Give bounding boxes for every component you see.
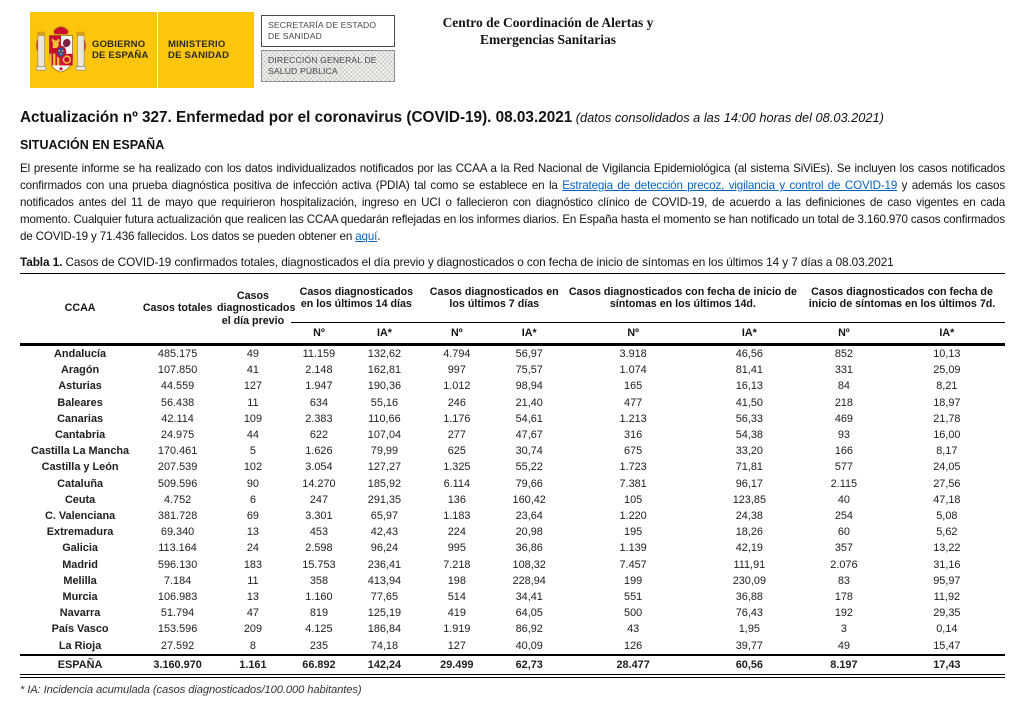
cell-value: 6.114 xyxy=(443,477,471,490)
cell-value: 41,50 xyxy=(735,396,763,409)
cell-value: 198 xyxy=(447,574,466,587)
cell-value: 3.054 xyxy=(305,461,333,474)
cell-value: 551 xyxy=(624,591,643,604)
cell-value: 596.130 xyxy=(157,558,198,571)
cell-value: 123,85 xyxy=(732,493,766,506)
ccaa-name: ESPAÑA xyxy=(20,655,140,676)
cell-value: 254 xyxy=(834,510,853,523)
cell-value: 246 xyxy=(447,396,466,409)
cell-value: 1.161 xyxy=(215,655,291,676)
table-row xyxy=(20,605,1005,621)
cell-value: 95,97 xyxy=(933,574,961,587)
cell-value: 13,22 xyxy=(933,542,961,555)
table-caption-label: Tabla 1. xyxy=(20,255,63,269)
cell-value: 228,94 xyxy=(512,574,546,587)
col-group-7dias: Casos diagnosticados en los últimos 7 días xyxy=(422,274,567,323)
secretaria-estado-box: SECRETARÍA DE ESTADO DE SANIDAD xyxy=(261,15,395,47)
cell-value: 49 xyxy=(246,348,259,360)
cell-value: 195 xyxy=(624,526,643,539)
cell-value: 8.197 xyxy=(799,655,889,676)
cell-value: 18,97 xyxy=(933,396,961,409)
cell-value: 331 xyxy=(834,364,853,377)
cell-value: 8,17 xyxy=(936,445,958,458)
cell-value: 15,47 xyxy=(933,639,961,652)
cell-value: 995 xyxy=(447,542,466,555)
cell-value: 1.919 xyxy=(443,623,471,636)
cell-value: 509.596 xyxy=(157,477,198,490)
cell-value: 236,41 xyxy=(367,558,402,571)
cell-value: 1.012 xyxy=(443,380,471,393)
col-header-casos-totales: Casos totales xyxy=(140,274,215,345)
cell-value: 34,41 xyxy=(515,591,543,604)
cell-value: 132,62 xyxy=(367,348,402,360)
cell-value: 358 xyxy=(309,574,329,587)
cell-value: 622 xyxy=(309,429,329,442)
department-boxes xyxy=(261,15,395,82)
cell-value: 7.381 xyxy=(619,477,647,490)
cell-value: 1.947 xyxy=(305,380,333,393)
cell-value: 47,18 xyxy=(933,493,961,506)
cell-value: 577 xyxy=(834,461,853,474)
cell-value: 44 xyxy=(246,429,259,442)
cell-value: 44.559 xyxy=(160,380,195,393)
cell-value: 23,64 xyxy=(515,510,543,523)
subcol-ia-sint7: IA* xyxy=(889,323,1005,345)
cell-value: 8 xyxy=(249,639,256,652)
cell-value: 42,43 xyxy=(370,526,399,539)
cell-value: 21,40 xyxy=(515,396,543,409)
page-title-main: Actualización nº 327. Enfermedad por el coronavirus (COVID-19). 08.03.2021 xyxy=(20,109,573,126)
cell-value: 2.148 xyxy=(305,364,333,377)
cell-value: 1.220 xyxy=(619,510,647,523)
cell-value: 51.794 xyxy=(160,607,195,620)
section-heading: SITUACIÓN EN ESPAÑA xyxy=(20,138,165,152)
ccaa-name: La Rioja xyxy=(58,639,102,652)
cell-value: 166 xyxy=(834,445,853,458)
ccaa-name: Baleares xyxy=(57,396,103,409)
cell-value: 60,56 xyxy=(700,655,799,676)
cell-value: 4.794 xyxy=(443,348,471,360)
cell-value: 21,78 xyxy=(933,412,961,425)
cell-value: 69 xyxy=(246,510,259,523)
cell-value: 2.383 xyxy=(305,412,333,425)
cell-value: 675 xyxy=(624,445,643,458)
cell-value: 33,20 xyxy=(735,445,763,458)
cell-value: 66.892 xyxy=(291,655,347,676)
cell-value: 419 xyxy=(447,607,466,620)
ccaa-name: Cantabria xyxy=(54,429,106,442)
cell-value: 56,33 xyxy=(735,412,763,425)
col-header-dia-previo: Casos diagnosticados el día previo xyxy=(215,274,291,345)
ccaa-name: Andalucía xyxy=(54,348,107,360)
cell-value: 107.850 xyxy=(157,364,198,377)
table-row xyxy=(20,476,1005,492)
cell-value: 469 xyxy=(834,412,853,425)
cell-value: 277 xyxy=(447,429,466,442)
gobierno-espana-logo xyxy=(30,12,254,88)
cell-value: 56.438 xyxy=(160,396,195,409)
cell-value: 634 xyxy=(309,396,329,409)
cell-value: 43 xyxy=(627,623,640,636)
cell-value: 3.160.970 xyxy=(140,655,215,676)
cell-value: 316 xyxy=(624,429,643,442)
cell-value: 199 xyxy=(624,574,643,587)
table-row xyxy=(20,395,1005,411)
cell-value: 453 xyxy=(309,526,329,539)
table-caption xyxy=(20,255,1005,269)
cell-value: 625 xyxy=(447,445,466,458)
cell-value: 113.164 xyxy=(158,542,197,555)
cell-value: 90 xyxy=(246,477,259,490)
table-row xyxy=(20,459,1005,475)
table-row xyxy=(20,411,1005,427)
cell-value: 15.753 xyxy=(302,558,336,571)
table-row xyxy=(20,427,1005,443)
ccaa-name: Galicia xyxy=(62,542,98,555)
cell-value: 69.340 xyxy=(160,526,195,539)
cell-value: 84 xyxy=(837,380,850,393)
ccaa-name: Ceuta xyxy=(64,493,96,506)
cell-value: 96,24 xyxy=(370,542,399,555)
direccion-general-box: DIRECCIÓN GENERAL DE SALUD PÚBLICA xyxy=(261,50,395,82)
cell-value: 485.175 xyxy=(157,348,198,360)
cell-value: 178 xyxy=(834,591,853,604)
cell-value: 413,94 xyxy=(367,574,402,587)
aqui-link[interactable]: aquí xyxy=(355,230,378,243)
cell-value: 65,97 xyxy=(370,510,399,523)
cell-value: 153.596 xyxy=(157,623,198,636)
cell-value: 11 xyxy=(247,396,259,409)
subcol-ia-14d: IA* xyxy=(347,323,422,345)
cell-value: 28.477 xyxy=(567,655,700,676)
cell-value: 1.160 xyxy=(305,591,333,604)
subcol-n-sint7: Nº xyxy=(799,323,889,345)
cell-value: 13 xyxy=(246,526,259,539)
subcol-ia-sint14: IA* xyxy=(700,323,799,345)
cell-value: 3.918 xyxy=(619,348,647,360)
cell-value: 81,41 xyxy=(735,364,763,377)
cell-value: 42.114 xyxy=(161,412,194,425)
spain-coat-of-arms-icon xyxy=(30,21,92,79)
cell-value: 190,36 xyxy=(367,380,402,393)
table-row xyxy=(20,345,1005,363)
table-row xyxy=(20,621,1005,637)
cell-value: 74,18 xyxy=(370,639,399,652)
cell-value: 96,17 xyxy=(735,477,763,490)
cell-value: 62,73 xyxy=(492,655,567,676)
col-group-14dias: Casos diagnosticados en los últimos 14 días xyxy=(291,274,422,323)
cell-value: 54,61 xyxy=(515,412,543,425)
cell-value: 77,65 xyxy=(370,591,399,604)
ccaa-name: Asturias xyxy=(58,380,102,393)
ccaa-name: Murcia xyxy=(62,591,98,604)
cell-value: 3 xyxy=(840,623,847,636)
cell-value: 852 xyxy=(834,348,853,360)
subcol-n-14d: Nº xyxy=(291,323,347,345)
cell-value: 5,62 xyxy=(936,526,958,539)
cell-value: 71,81 xyxy=(735,461,763,474)
cell-value: 20,98 xyxy=(515,526,543,539)
gobierno-label: GOBIERNO DE ESPAÑA xyxy=(92,39,149,61)
cell-value: 3.301 xyxy=(305,510,333,523)
cell-value: 16,00 xyxy=(933,429,961,442)
cell-value: 83 xyxy=(837,574,850,587)
cell-value: 1.183 xyxy=(443,510,471,523)
cell-value: 106.983 xyxy=(157,591,198,604)
cell-value: 40 xyxy=(837,493,850,506)
cell-value: 55,22 xyxy=(515,461,543,474)
cell-value: 79,66 xyxy=(515,477,543,490)
cell-value: 136 xyxy=(447,493,466,506)
cell-value: 126 xyxy=(624,639,643,652)
cell-value: 7.218 xyxy=(443,558,471,571)
cell-value: 819 xyxy=(309,607,329,620)
cell-value: 40,09 xyxy=(515,639,543,652)
cell-value: 29.499 xyxy=(422,655,492,676)
cell-value: 125,19 xyxy=(367,607,402,620)
table-row xyxy=(20,540,1005,556)
cell-value: 75,57 xyxy=(515,364,543,377)
cell-value: 7.184 xyxy=(163,574,192,587)
table-row xyxy=(20,508,1005,524)
cell-value: 36,86 xyxy=(515,542,543,555)
cell-value: 102 xyxy=(243,461,263,474)
cell-value: 56,97 xyxy=(515,348,543,360)
cell-value: 11 xyxy=(247,574,259,587)
table-body xyxy=(20,345,1005,677)
table-footnote: * IA: Incidencia acumulada (casos diagnosticados/100.000 habitantes) xyxy=(20,684,362,697)
col-header-ccaa: CCAA xyxy=(20,274,140,345)
cell-value: 2.076 xyxy=(830,558,858,571)
cell-value: 127 xyxy=(243,380,263,393)
ccaa-name: Castilla La Mancha xyxy=(31,445,130,458)
cell-value: 108,32 xyxy=(512,558,546,571)
cell-value: 5,08 xyxy=(936,510,958,523)
cell-value: 186,84 xyxy=(367,623,402,636)
cell-value: 192 xyxy=(834,607,853,620)
cell-value: 64,05 xyxy=(515,607,543,620)
cell-value: 27.592 xyxy=(160,639,195,652)
cell-value: 105 xyxy=(624,493,643,506)
cell-value: 25,09 xyxy=(933,364,961,377)
cell-value: 93 xyxy=(837,429,850,442)
cell-value: 79,99 xyxy=(370,445,399,458)
cell-value: 1.325 xyxy=(443,461,471,474)
cell-value: 47,67 xyxy=(515,429,543,442)
cell-value: 1.626 xyxy=(305,445,333,458)
ccaa-name: Melilla xyxy=(63,574,97,587)
cell-value: 47 xyxy=(246,607,259,620)
cell-value: 235 xyxy=(309,639,329,652)
table-row xyxy=(20,362,1005,378)
cell-value: 54,38 xyxy=(735,429,763,442)
spain-coat-of-arms-icon xyxy=(34,21,88,79)
ccaa-name: País Vasco xyxy=(51,623,109,636)
cell-value: 111,91 xyxy=(733,558,766,571)
table-row xyxy=(20,378,1005,394)
cell-value: 207.539 xyxy=(157,461,198,474)
cell-value: 142,24 xyxy=(347,655,422,676)
table-caption-text: Casos de COVID-19 confirmados totales, diagnosticados el día previo y diagnosticados o con fecha de inicio de síntomas en los últimos 14 y 7 días a 08.03.2021 xyxy=(62,255,894,269)
estrategia-link[interactable]: Estrategia de detección precoz, vigilancia y control de COVID-19 xyxy=(562,179,898,192)
table-row xyxy=(20,638,1005,655)
cell-value: 107,04 xyxy=(367,429,402,442)
cell-value: 2.115 xyxy=(830,477,858,490)
cell-value: 14.270 xyxy=(302,477,336,490)
cell-value: 185,92 xyxy=(367,477,402,490)
cell-value: 4.125 xyxy=(305,623,333,636)
cell-value: 24 xyxy=(246,542,259,555)
col-group-sintomas-7d: Casos diagnosticados con fecha de inicio de síntomas en los últimos 7d. xyxy=(799,274,1005,323)
table-row xyxy=(20,443,1005,459)
cell-value: 4.752 xyxy=(163,493,192,506)
table-header xyxy=(20,274,1005,345)
table-row xyxy=(20,524,1005,540)
cell-value: 0,14 xyxy=(936,623,958,636)
cell-value: 110,66 xyxy=(368,412,401,425)
cell-value: 8,21 xyxy=(936,380,958,393)
cell-value: 357 xyxy=(834,542,853,555)
cell-value: 30,74 xyxy=(515,445,543,458)
cell-value: 291,35 xyxy=(367,493,402,506)
ccaa-name: Castilla y León xyxy=(41,461,119,474)
covid-cases-table xyxy=(20,273,1005,678)
cell-value: 24,05 xyxy=(933,461,961,474)
cell-value: 5 xyxy=(249,445,256,458)
cell-value: 230,09 xyxy=(732,574,766,587)
cell-value: 11.159 xyxy=(302,348,336,360)
cell-value: 29,35 xyxy=(933,607,961,620)
page-title-note: (datos consolidados a las 14:00 horas del 08.03.2021) xyxy=(572,110,884,125)
cell-value: 86,92 xyxy=(515,623,543,636)
cell-value: 127,27 xyxy=(367,461,402,474)
cell-value: 55,16 xyxy=(370,396,399,409)
cell-value: 27,56 xyxy=(933,477,961,490)
cell-value: 76,43 xyxy=(735,607,763,620)
cell-value: 247 xyxy=(309,493,329,506)
table-row xyxy=(20,589,1005,605)
cell-value: 162,81 xyxy=(367,364,402,377)
cell-value: 109 xyxy=(243,412,263,425)
table-total-row xyxy=(20,655,1005,676)
cell-value: 514 xyxy=(447,591,466,604)
cell-value: 477 xyxy=(624,396,643,409)
cell-value: 997 xyxy=(447,364,466,377)
cell-value: 1.213 xyxy=(619,412,647,425)
cell-value: 41 xyxy=(246,364,259,377)
ministerio-label: MINISTERIO DE SANIDAD xyxy=(168,39,230,61)
cell-value: 160,42 xyxy=(512,493,546,506)
table-row xyxy=(20,492,1005,508)
col-group-sintomas-14d: Casos diagnosticados con fecha de inicio de síntomas en los últimos 14d. xyxy=(567,274,799,323)
cell-value: 24.975 xyxy=(160,429,195,442)
cell-value: 13 xyxy=(246,591,259,604)
cell-value: 10,13 xyxy=(933,348,961,360)
cell-value: 209 xyxy=(243,623,263,636)
cell-value: 183 xyxy=(243,558,263,571)
intro-paragraph: El presente informe se ha realizado con los datos individualizados notificados por las CCAA a la Red Nacional de Vigilancia Epidemiológica (al sistema SiViEs). Se incluyen los casos notificados confirmados con una prueba diagnóstica positiva de infección activa (PDIA) tal como se establece en la Estrategia de detección precoz, vigilancia y control de COVID-19 y además los casos notificados antes del 11 de mayo que requirieron hospitalización, ingreso en UCI o fallecieron con diagnóstico clínico de COVID-19, de acuerdo a las definiciones de caso vigentes en cada momento. Cualquier futura actualización que realicen las CCAA quedarán reflejadas en los informes diarios. En España hasta el momento se han notificado un total de 3.160.970 casos confirmados de COVID-19 y 71.436 fallecidos. Los datos se pueden obtener en aquí. xyxy=(20,162,1005,243)
cell-value: 170.461 xyxy=(157,445,198,458)
cell-value: 16,13 xyxy=(735,380,763,393)
cell-value: 218 xyxy=(834,396,853,409)
cell-value: 1.074 xyxy=(619,364,647,377)
cell-value: 1.723 xyxy=(619,461,647,474)
cell-value: 224 xyxy=(447,526,466,539)
ccaa-name: Cataluña xyxy=(57,477,104,490)
cell-value: 500 xyxy=(624,607,643,620)
ccaa-name: C. Valenciana xyxy=(44,510,116,523)
table-row xyxy=(20,573,1005,589)
cell-value: 46,56 xyxy=(735,348,763,360)
cell-value: 1,95 xyxy=(738,623,760,636)
page-title xyxy=(20,108,1005,127)
cell-value: 42,19 xyxy=(735,542,763,555)
cell-value: 31,16 xyxy=(933,558,961,571)
cell-value: 6 xyxy=(249,493,256,506)
cell-value: 49 xyxy=(837,639,850,652)
cell-value: 11,92 xyxy=(933,591,961,604)
subcol-ia-7d: IA* xyxy=(492,323,567,345)
ccaes-title: Centro de Coordinación de Alertas y Emergencias Sanitarias xyxy=(442,15,654,47)
ccaa-name: Canarias xyxy=(57,412,104,425)
cell-value: 2.598 xyxy=(305,542,333,555)
cell-value: 1.139 xyxy=(619,542,647,555)
subcol-n-7d: Nº xyxy=(422,323,492,345)
document-body xyxy=(0,108,1024,696)
cell-value: 7.457 xyxy=(619,558,647,571)
cell-value: 36,88 xyxy=(735,591,763,604)
table-row xyxy=(20,557,1005,573)
cell-value: 98,94 xyxy=(515,380,543,393)
ccaa-name: Aragón xyxy=(61,364,100,377)
cell-value: 39,77 xyxy=(735,639,763,652)
ccaa-name: Extremadura xyxy=(46,526,114,539)
ccaa-name: Navarra xyxy=(59,607,101,620)
cell-value: 24,38 xyxy=(735,510,763,523)
masthead xyxy=(0,0,1024,96)
cell-value: 17,43 xyxy=(889,655,1005,676)
cell-value: 1.176 xyxy=(443,412,471,425)
cell-value: 127 xyxy=(447,639,466,652)
cell-value: 381.728 xyxy=(157,510,198,523)
ccaa-name: Madrid xyxy=(62,558,98,571)
cell-value: 18,26 xyxy=(735,526,763,539)
subcol-n-sint14: Nº xyxy=(567,323,700,345)
cell-value: 165 xyxy=(624,380,643,393)
cell-value: 60 xyxy=(837,526,850,539)
